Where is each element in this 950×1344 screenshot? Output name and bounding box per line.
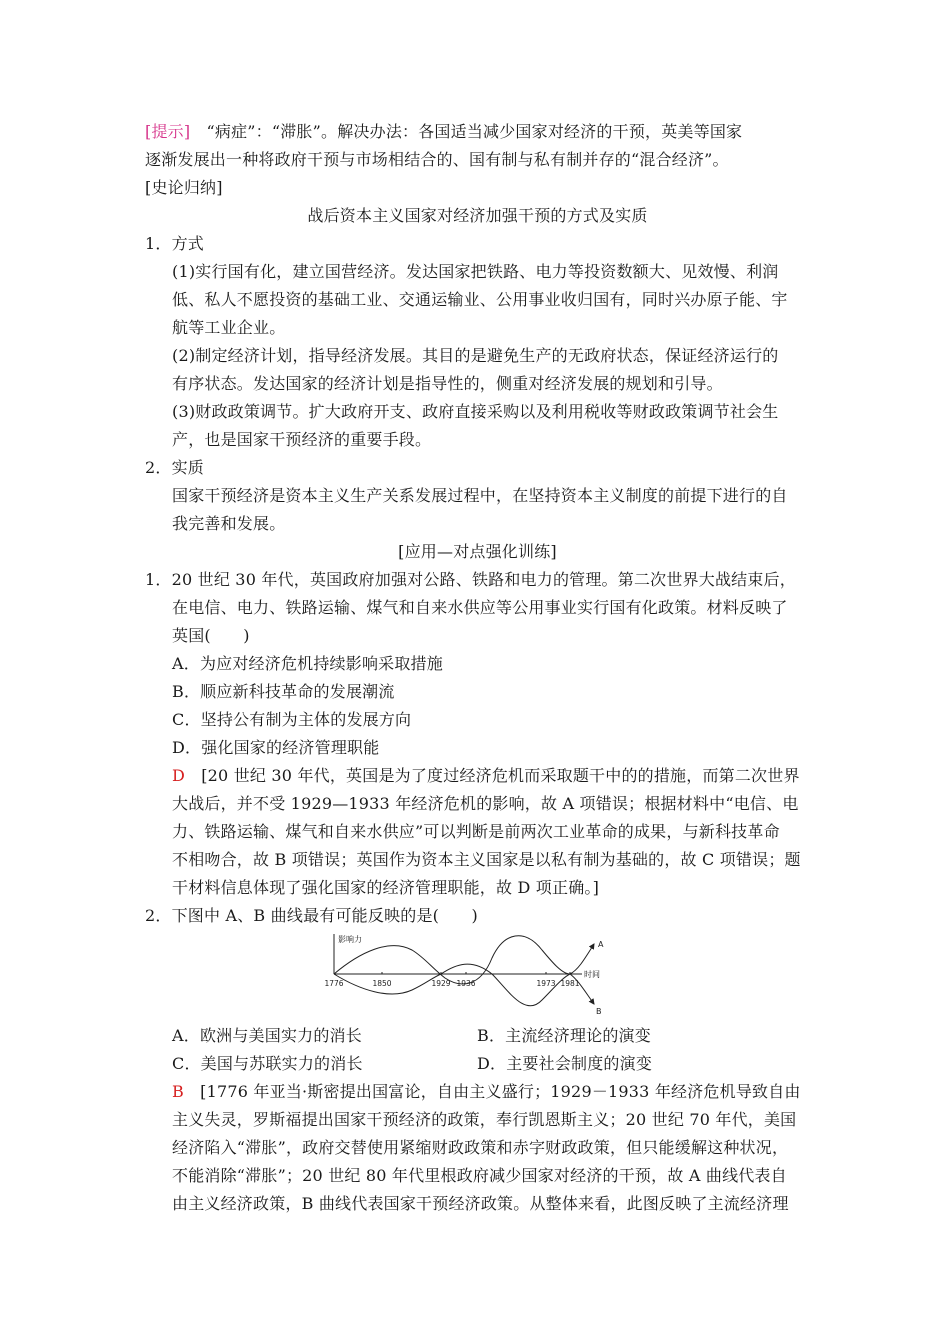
- section-1-heading: 1．方式: [145, 234, 204, 253]
- y-axis-label: 影响力: [338, 935, 362, 944]
- curve-diagram: [320, 930, 620, 1022]
- q2-answer: B: [172, 1082, 184, 1101]
- q1-option-b: B．顺应新科技革命的发展潮流: [172, 682, 395, 701]
- q1-option-c: C．坚持公有制为主体的发展方向: [172, 710, 412, 729]
- q2-explain-line: 由主义经济政策，B 曲线代表国家干预经济政策。从整体来看，此图反映了主流经济理: [172, 1194, 789, 1213]
- q2-explain-line-1: B [1776 年亚当·斯密提出国富论，自由主义盛行；1929－1933 年经济危机导致自由: [172, 1082, 801, 1101]
- q1-explain-line: 不相吻合，故 B 项错误；英国作为资本主义国家是以私有制为基础的，故 C 项错误；题: [172, 850, 801, 869]
- section-1-line: (1)实行国有化，建立国营经济。发达国家把铁路、电力等投资数额大、见效慢、利润: [172, 262, 779, 281]
- q1-stem-line: 英国( ): [172, 626, 250, 645]
- section-1-line: 有序状态。发达国家的经济计划是指导性的，侧重对经济发展的规划和引导。: [172, 374, 723, 393]
- section-1-line: (3)财政政策调节。扩大政府开支、政府直接采购以及利用税收等财政政策调节社会生: [172, 402, 779, 421]
- q1-explain-line: 力、铁路运输、煤气和自来水供应”可以判断是前两次工业革命的成果，与新科技革命: [172, 822, 780, 841]
- x-tick-label: 1973: [536, 979, 556, 988]
- q2-options-row-2: [145, 1050, 810, 1078]
- x-tick-label: 1936: [456, 979, 476, 988]
- q2-option-c: C．美国与苏联实力的消长: [172, 1054, 363, 1073]
- q1-explain-line: 大战后，并不受 1929—1933 年经济危机的影响，故 A 项错误；根据材料中“电信、电: [172, 794, 799, 813]
- x-tick-label: 1929: [431, 979, 451, 988]
- q2-stem: 2．下图中 A、B 曲线最有可能反映的是( ): [145, 906, 478, 925]
- q1-explain-line-1: D [20 世纪 30 年代，英国是为了度过经济危机而采取题干中的的措施，而第二次世界: [172, 766, 800, 785]
- x-tick-label: 1776: [324, 979, 344, 988]
- hint-tag: [提示]: [145, 122, 191, 141]
- practice-title: [应用—对点强化训练]: [398, 542, 557, 561]
- section-2-line: 国家干预经济是资本主义生产关系发展过程中，在坚持资本主义制度的前提下进行的自: [172, 486, 788, 505]
- q2-options-row-1: [145, 1022, 810, 1050]
- document-page: [145, 118, 810, 1218]
- q2-explain-line: 不能消除“滞胀”；20 世纪 80 年代里根政府减少国家对经济的干预，故 A 曲线代表自: [172, 1166, 787, 1185]
- curve-a: [334, 936, 594, 984]
- summary-title: 战后资本主义国家对经济加强干预的方式及实质: [307, 206, 648, 225]
- q1-stem-line: 1．20 世纪 30 年代，英国政府加强对公路、铁路和电力的管理。第二次世界大战结束后，: [145, 570, 796, 589]
- section-1-line: 航等工业企业。: [172, 318, 286, 337]
- x-tick-label: 1850: [372, 979, 392, 988]
- hint-line-1: [提示] “病症”：“滞胀”。解决办法：各国适当减少国家对经济的干预，英美等国家: [145, 122, 743, 141]
- x-tick-label: 1981: [560, 979, 580, 988]
- q2-figure: [320, 930, 620, 1022]
- section-2-heading: 2．实质: [145, 458, 204, 477]
- q2-option-a: A．欧洲与美国实力的消长: [172, 1026, 362, 1045]
- curve-a-label: A: [598, 940, 604, 949]
- section-1-line: 低、私人不愿投资的基础工业、交通运输业、公用事业收归国有，同时兴办原子能、宇: [172, 290, 788, 309]
- section-1-line: (2)制定经济计划，指导经济发展。其目的是避免生产的无政府状态，保证经济运行的: [172, 346, 779, 365]
- q1-option-d: D．强化国家的经济管理职能: [172, 738, 380, 757]
- summary-tag: [史论归纳]: [145, 178, 223, 197]
- q2-option-b: B．主流经济理论的演变: [477, 1026, 651, 1045]
- hint-line-2: 逐渐发展出一种将政府干预与市场相结合的、国有制与私有制并存的“混合经济”。: [145, 150, 729, 169]
- x-axis-label: 时间: [584, 970, 600, 979]
- q1-stem-line: 在电信、电力、铁路运输、煤气和自来水供应等公用事业实行国有化政策。材料反映了: [172, 598, 788, 617]
- q1-option-a: A．为应对经济危机持续影响采取措施: [172, 654, 443, 673]
- section-2-line: 我完善和发展。: [172, 514, 286, 533]
- q1-answer: D: [172, 766, 186, 785]
- q2-option-d: D．主要社会制度的演变: [477, 1054, 653, 1073]
- section-1-line: 产，也是国家干预经济的重要手段。: [172, 430, 432, 449]
- q2-explain-line: 经济陷入“滞胀”，政府交替使用紧缩财政政策和赤字财政政策，但只能缓解这种状况，: [172, 1138, 789, 1157]
- q2-explain-line: 主义失灵，罗斯福提出国家干预经济的政策，奉行凯恩斯主义；20 世纪 70 年代，美国: [172, 1110, 797, 1129]
- curve-b-label: B: [596, 1007, 602, 1016]
- q1-explain-line: 干材料信息体现了强化国家的经济管理职能，故 D 项正确。]: [172, 878, 600, 897]
